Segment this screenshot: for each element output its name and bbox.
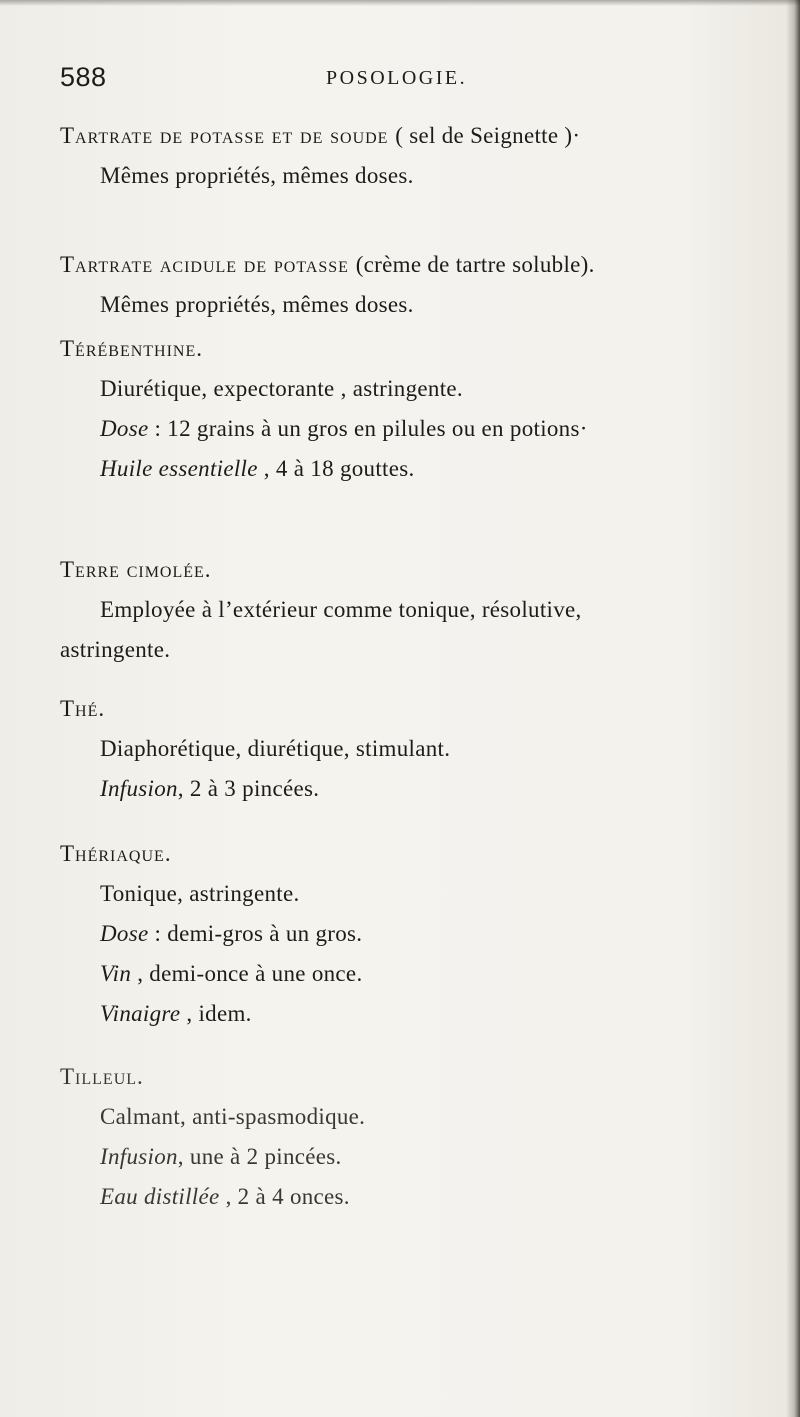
dose-label: Vin — [100, 961, 132, 986]
entry-line: Mêmes propriétés, mêmes doses. — [100, 292, 414, 317]
entry-line: Diaphorétique, diurétique, stimulant. — [100, 736, 451, 761]
dose-label: Dose — [100, 921, 149, 946]
running-head: POSOLOGIE. — [326, 67, 468, 89]
entry-heading-title: Tartrate de potasse et de soude — [60, 123, 389, 148]
dose-text: , 4 à 18 gouttes. — [257, 456, 415, 481]
dose-text: , idem. — [180, 1001, 252, 1026]
entry-heading: Thé. — [60, 696, 106, 721]
entry-tilleul — [60, 1057, 780, 1217]
entry-line — [60, 994, 780, 1034]
entry-theriaque — [60, 834, 780, 1034]
entry-tartrate-acidule — [60, 245, 780, 325]
entry-heading-note: (crème de tartre soluble). — [355, 252, 595, 277]
dose-text: , demi-once à une once. — [131, 961, 363, 986]
entry-heading: Terre cimolée. — [60, 557, 212, 582]
entry-tartrate-potasse-soude — [60, 116, 780, 196]
page-top-edge — [0, 0, 800, 6]
page-binding-edge — [786, 0, 800, 1417]
entry-line — [60, 769, 780, 809]
dose-label: Vinaigre — [100, 1001, 181, 1026]
entry-heading-title: Tartrate acidule de potasse — [60, 252, 349, 277]
entry-heading: Tilleul. — [60, 1064, 144, 1089]
dose-label: Infusion — [100, 776, 178, 801]
dose-label: Infusion — [100, 1144, 178, 1169]
entry-line: astringente. — [60, 637, 171, 662]
entry-line: Diurétique, expectorante , astringente. — [100, 376, 463, 401]
dose-label: Huile essentielle — [100, 456, 258, 481]
dose-text: , 2 à 3 pincées. — [177, 776, 320, 801]
entry-terebenthine — [60, 329, 780, 489]
entry-line: Mêmes propriétés, mêmes doses. — [100, 163, 414, 188]
entry-line — [60, 449, 780, 489]
entry-line — [60, 409, 780, 449]
entry-line: Employée à l’extérieur comme tonique, résolutive, — [100, 597, 582, 622]
entry-line — [60, 1137, 780, 1177]
entry-heading: Térébenthine. — [60, 336, 204, 361]
entry-terre-cimolee — [60, 550, 780, 670]
entry-line: Calmant, anti-spasmodique. — [100, 1104, 366, 1129]
dose-text: , 2 à 4 onces. — [219, 1184, 350, 1209]
entry-heading-note: ( sel de Seignette )· — [395, 123, 581, 148]
entry-line: Tonique, astringente. — [100, 881, 300, 906]
entry-line — [60, 914, 780, 954]
dose-text: , une à 2 pincées. — [177, 1144, 342, 1169]
dose-label: Eau distillée — [100, 1184, 220, 1209]
entry-the — [60, 689, 780, 809]
entry-heading — [60, 116, 780, 156]
page-header — [60, 62, 760, 102]
dose-label: Dose — [100, 416, 149, 441]
dose-text: : 12 grains à un gros en pilules ou en potions· — [148, 416, 588, 441]
page-number: 588 — [60, 62, 107, 92]
entry-line — [60, 954, 780, 994]
entry-heading: Thériaque. — [60, 841, 172, 866]
entry-heading — [60, 245, 780, 285]
dose-text: : demi-gros à un gros. — [148, 921, 363, 946]
entry-line — [60, 1177, 780, 1217]
